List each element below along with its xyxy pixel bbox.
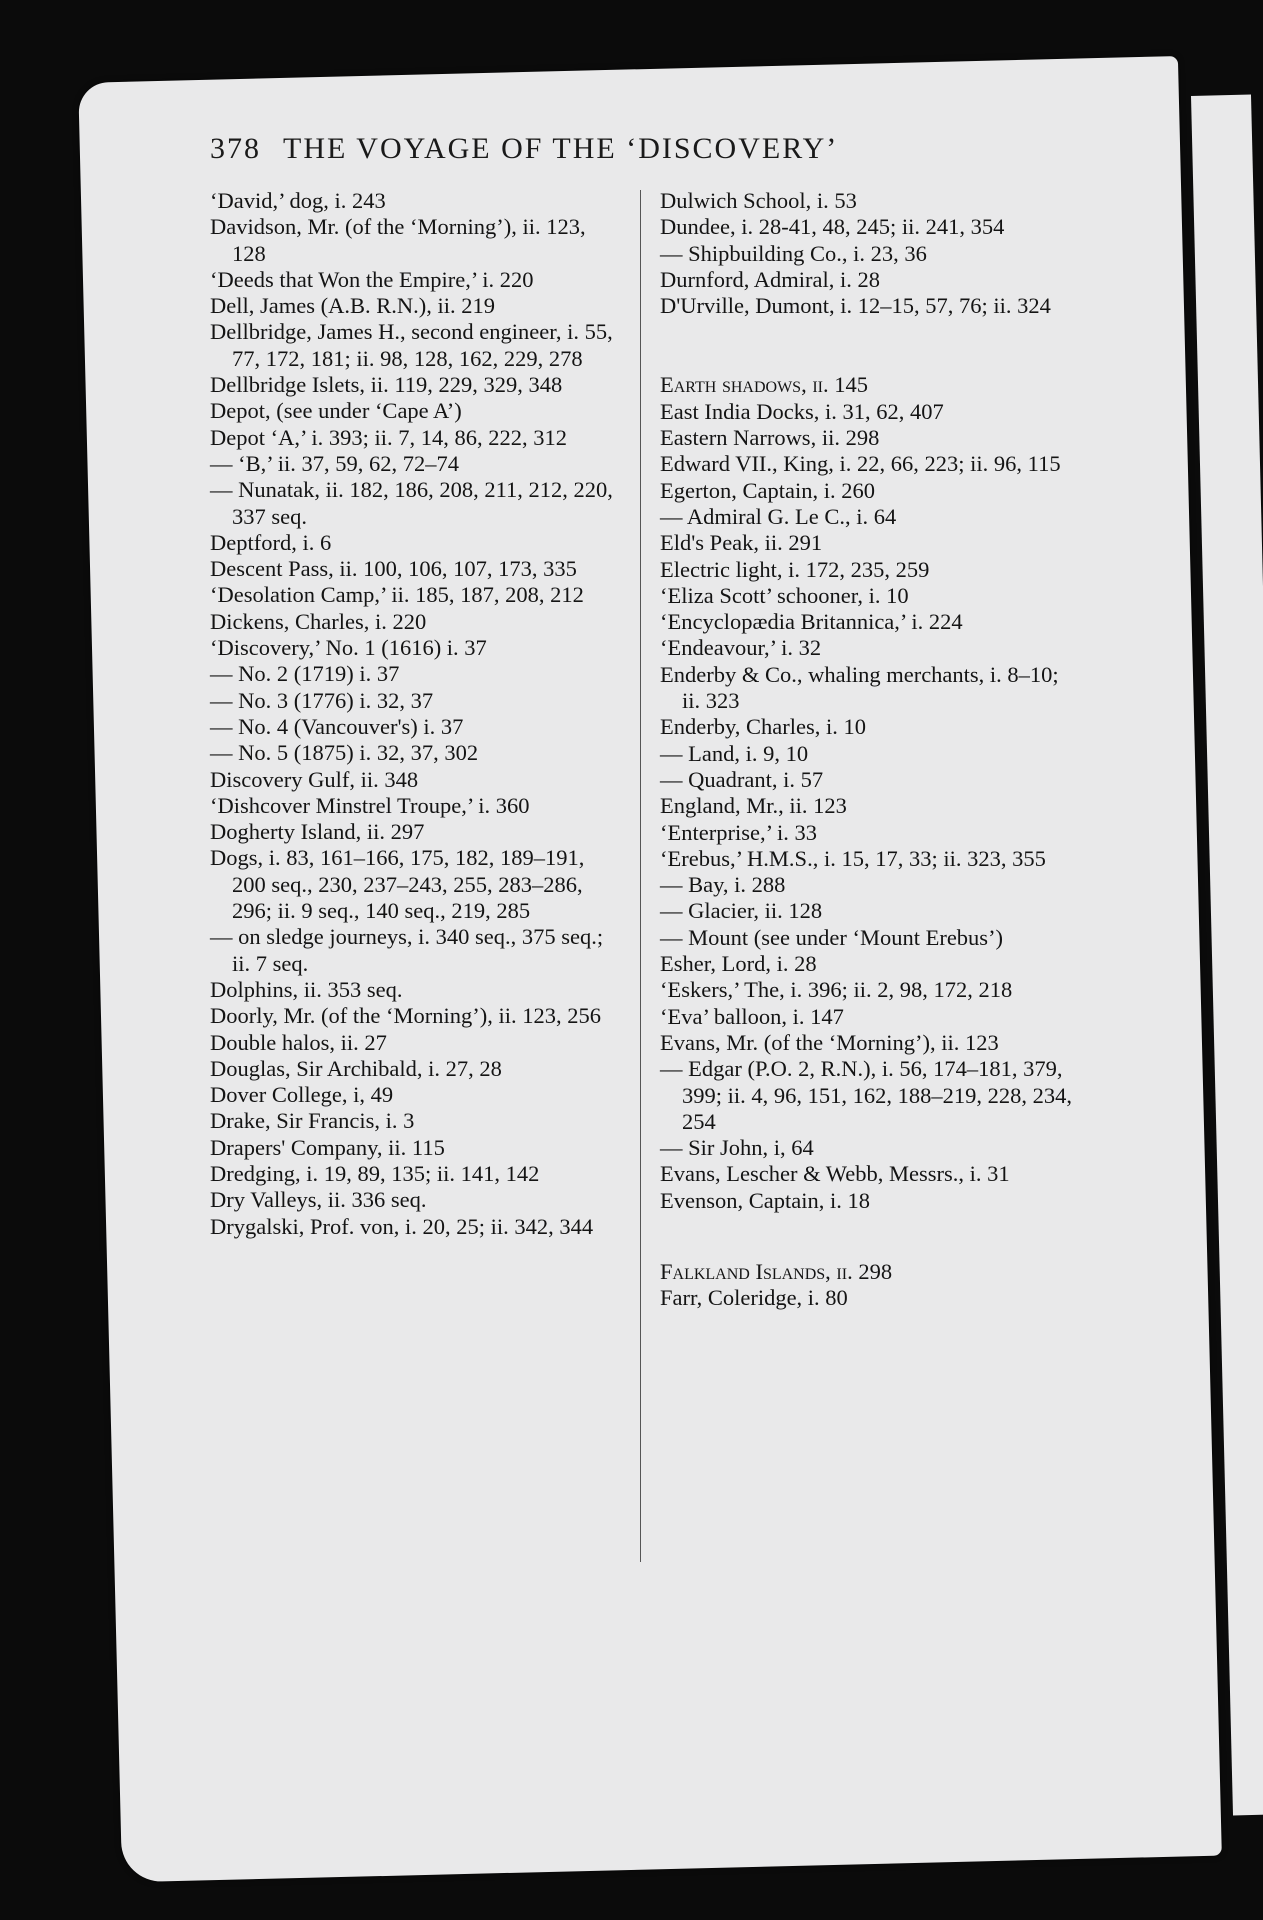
index-entry: — Land, i. 9, 10 [660,740,809,766]
index-entry: — Shipbuilding Co., i. 23, 36 [660,240,927,266]
index-entry: ‘David,’ dog, i. 243 [210,188,386,213]
index-entry: Durnford, Admiral, i. 28 [660,266,880,292]
index-entry: Dulwich School, i. 53 [660,188,857,213]
index-entry: — ‘B,’ ii. 37, 59, 62, 72–74 [210,450,459,476]
index-entry: Davidson, Mr. (of the ‘Morning’), ii. 123, 128 [210,214,586,266]
index-entry: ‘Erebus,’ H.M.S., i. 15, 17, 33; ii. 323, 355 [660,845,1046,871]
index-entry: Falkland Islands, ii. 298 [660,1258,893,1284]
index-entry: Drygalski, Prof. von, i. 20, 25; ii. 342, 344 [210,1213,594,1239]
index-entry: ‘Desolation Camp,’ ii. 185, 187, 208, 212 [210,582,584,608]
index-entry: Double halos, ii. 27 [210,1029,387,1055]
index-entry: Dundee, i. 28-41, 48, 245; ii. 241, 354 [660,214,1005,240]
index-entry: — Bay, i. 288 [660,872,786,898]
index-entry: Descent Pass, ii. 100, 106, 107, 173, 335 [210,556,577,582]
index-entry: Depot, (see under ‘Cape A’) [210,398,462,424]
index-entry: Drake, Sir Francis, i. 3 [210,1108,415,1134]
index-entry: Douglas, Sir Archibald, i. 27, 28 [210,1055,502,1081]
index-entry: ‘Eliza Scott’ schooner, i. 10 [660,582,909,608]
running-header [210,132,910,166]
index-entry: ‘Eva’ balloon, i. 147 [660,1003,844,1029]
index-entry: ‘Encyclopædia Britannica,’ i. 224 [660,609,963,635]
index-entry: Earth shadows, ii. 145 [660,372,868,398]
index-entry: — Glacier, ii. 128 [660,898,823,924]
index-entry: — Mount (see under ‘Mount Erebus’) [660,924,1004,950]
index-entry: East India Docks, i. 31, 62, 407 [660,398,944,424]
index-entry: Evenson, Captain, i. 18 [660,1187,870,1213]
index-entry: — on sledge journeys, i. 340 seq., 375 seq.; ii. 7 seq. [210,924,604,976]
index-entry: Eastern Narrows, ii. 298 [660,425,880,451]
index-entry: Dover College, i, 49 [210,1082,394,1108]
index-entry: — Nunatak, ii. 182, 186, 208, 211, 212, 220, 337 seq. [210,477,613,529]
index-entry: Evans, Lescher & Webb, Messrs., i. 31 [660,1161,1010,1187]
index-entry: Dry Valleys, ii. 336 seq. [210,1187,427,1213]
index-entry: Farr, Coleridge, i. 80 [660,1285,848,1311]
index-column-left [210,188,620,1240]
index-entry: Edward VII., King, i. 22, 66, 223; ii. 96, 115 [660,451,1061,477]
index-entry: Dellbridge, James H., second engineer, i. 55, 77, 172, 181; ii. 98, 128, 162, 229, 278 [210,319,613,371]
page-number: 378 [210,132,261,165]
index-entry: — No. 3 (1776) i. 32, 37 [210,687,434,713]
section-gap [660,1214,1080,1259]
running-title: THE VOYAGE OF THE ‘DISCOVERY’ [283,132,839,165]
index-entry: ‘Endeavour,’ i. 32 [660,635,822,661]
column-divider [640,190,641,1562]
index-entry: Dredging, i. 19, 89, 135; ii. 141, 142 [210,1160,540,1186]
index-entry: Evans, Mr. (of the ‘Morning’), ii. 123 [660,1029,999,1055]
index-entry: Depot ‘A,’ i. 393; ii. 7, 14, 86, 222, 312 [210,424,568,450]
index-entry: Drapers' Company, ii. 115 [210,1134,445,1160]
index-entry: ‘Eskers,’ The, i. 396; ii. 2, 98, 172, 218 [660,977,1013,1003]
index-entry: — Sir John, i, 64 [660,1135,814,1161]
index-entry: Dogherty Island, ii. 297 [210,819,425,845]
index-entry: Eld's Peak, ii. 291 [660,530,823,556]
index-group-f [660,1259,1080,1312]
index-entry: England, Mr., ii. 123 [660,793,847,819]
index-entry: ‘Discovery,’ No. 1 (1616) i. 37 [210,635,487,661]
index-entry: — Quadrant, i. 57 [660,766,824,792]
index-entry: Dickens, Charles, i. 220 [210,608,427,634]
index-entry: Electric light, i. 172, 235, 259 [660,556,930,582]
index-entry: Egerton, Captain, i. 260 [660,477,875,503]
index-entry: ‘Deeds that Won the Empire,’ i. 220 [210,266,534,292]
index-group-e [660,372,1080,1214]
index-entry: Enderby, Charles, i. 10 [660,714,866,740]
index-entry: — No. 4 (Vancouver's) i. 37 [210,713,464,739]
index-entry: ‘Dishcover Minstrel Troupe,’ i. 360 [210,792,530,818]
index-column-right [660,188,1080,1312]
index-group-d [660,188,1080,319]
index-entry: — No. 5 (1875) i. 32, 37, 302 [210,740,479,766]
index-entry: Dolphins, ii. 353 seq. [210,976,403,1002]
index-entry: Deptford, i. 6 [210,529,332,555]
index-entry: — Admiral G. Le C., i. 64 [660,503,897,529]
index-entry: Enderby & Co., whaling merchants, i. 8–10; ii. 323 [660,661,1059,714]
index-entry: D'Urville, Dumont, i. 12–15, 57, 76; ii. 324 [660,293,1051,319]
index-entry: Esher, Lord, i. 28 [660,951,817,977]
index-entry: Dogs, i. 83, 161–166, 175, 182, 189–191, 200 seq., 230, 237–243, 255, 283–286, 296; ii. 9 seq., 140 seq., 219, 285 [210,845,585,924]
index-entry: — Edgar (P.O. 2, R.N.), i. 56, 174–181, 379, 399; ii. 4, 96, 151, 162, 188–219, 228, 234, 254 [660,1056,1073,1134]
index-entry: Doorly, Mr. (of the ‘Morning’), ii. 123, 256 [210,1003,601,1029]
index-entry: Dellbridge Islets, ii. 119, 229, 329, 348 [210,372,563,398]
section-gap [660,319,1080,372]
index-entry: Dell, James (A.B. R.N.), ii. 219 [210,293,495,319]
index-entry: Discovery Gulf, ii. 348 [210,766,419,792]
index-entry: ‘Enterprise,’ i. 33 [660,819,818,845]
index-entry: — No. 2 (1719) i. 37 [210,661,400,687]
